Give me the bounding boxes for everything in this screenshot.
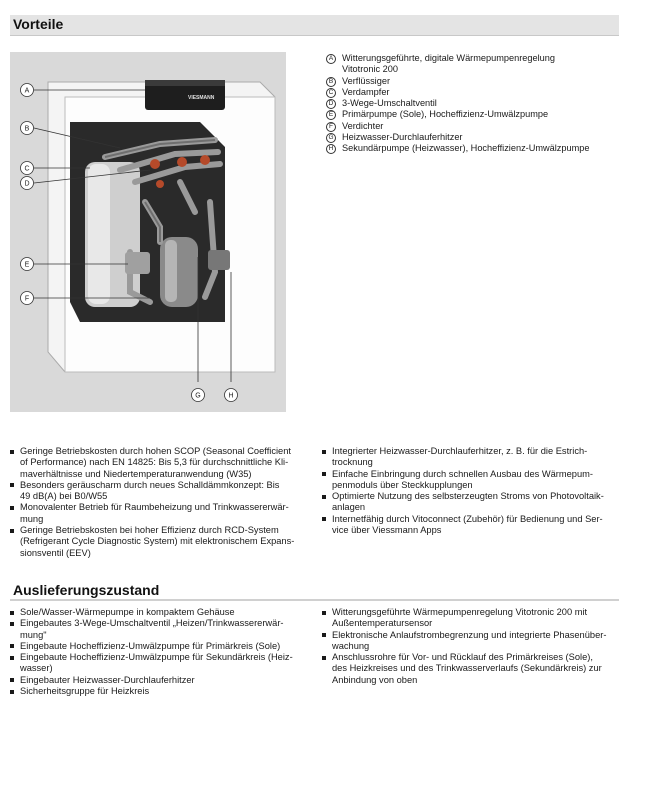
legend-text: Verdichter <box>342 120 384 131</box>
legend-text: Sekundärpumpe (Heizwasser), Hocheffizienz-Umwälzpumpe <box>342 143 590 154</box>
component-legend <box>326 53 626 155</box>
heat-pump-illustration <box>10 52 286 412</box>
bullet-line: mung" <box>20 629 47 640</box>
bullet-line: 49 dB(A) bei B0/W55 <box>20 491 108 502</box>
legend-item <box>326 132 626 143</box>
bullet-item <box>10 502 302 525</box>
bullet-line: trocknung <box>332 457 373 468</box>
legend-letter-badge: A <box>326 54 336 64</box>
bullet-item <box>322 446 622 469</box>
svg-text:D: D <box>24 180 30 188</box>
legend-text: 3-Wege-Umschaltventil <box>342 98 437 109</box>
section-header-advantages <box>10 15 619 36</box>
bullet-line: Außentemperatursensor <box>332 618 433 629</box>
svg-text:B: B <box>24 125 30 133</box>
bullet-item <box>322 469 622 492</box>
bullet-item <box>322 514 622 537</box>
svg-text:H: H <box>228 392 234 400</box>
bullet-item <box>322 652 622 686</box>
bullet-line: Integrierter Heizwasser-Durchlauferhitzer, z. B. für die Estrich- <box>332 446 588 456</box>
bullet-line: anlagen <box>332 502 366 513</box>
bullet-item <box>10 652 302 675</box>
delivery-list-left <box>10 607 302 697</box>
callout-e <box>21 258 34 271</box>
bullet-line: Besonders geräuscharm durch neues Schalldämmkonzept: Bis <box>20 479 280 490</box>
bullet-line: wasser) <box>20 663 53 674</box>
bullet-line: Geringe Betriebskosten bei hoher Effizienz durch RCD-System <box>20 525 279 536</box>
legend-item <box>326 87 626 98</box>
bullet-item <box>10 607 302 618</box>
section-header-delivery <box>10 581 619 601</box>
advantages-list-right <box>322 446 622 536</box>
bullet-line: Eingebautes 3-Wege-Umschaltventil „Heizen/Trinkwassererwär- <box>20 618 284 629</box>
bullet-line: Eingebauter Heizwasser-Durchlauferhitzer <box>20 674 195 685</box>
bullet-line: maverhältnisse und Niedertemperaturanwendung (W35) <box>20 468 252 479</box>
bullet-item <box>10 686 302 697</box>
bullet-item <box>10 618 302 641</box>
legend-letter-badge: D <box>326 99 336 109</box>
legend-text: Primärpumpe (Sole), Hocheffizienz-Umwälzpumpe <box>342 109 549 120</box>
callout-d <box>21 177 34 190</box>
bullet-item <box>322 491 622 514</box>
legend-letter-badge: E <box>326 110 336 120</box>
bullet-line: Sole/Wasser-Wärmepumpe in kompaktem Gehäuse <box>20 607 235 617</box>
legend-letter-badge: B <box>326 77 336 87</box>
legend-item <box>326 64 626 75</box>
bullet-item <box>322 607 622 630</box>
bullet-line: Internetfähig durch Vitoconnect (Zubehör) für Bedienung und Ser- <box>332 513 603 524</box>
svg-text:G: G <box>195 392 201 400</box>
legend-letter-badge: G <box>326 133 336 143</box>
bullet-line: (Refrigerant Cycle Diagnostic System) mit elektronischem Expans- <box>20 536 295 547</box>
bullet-line: mung <box>20 513 44 524</box>
svg-text:C: C <box>24 165 30 173</box>
legend-text: Witterungsgeführte, digitale Wärmepumpenregelung <box>342 53 555 63</box>
delivery-list-right <box>322 607 622 686</box>
callout-a <box>21 84 34 97</box>
bullet-line: Sicherheitsgruppe für Heizkreis <box>20 686 150 697</box>
section-title-advantages: Vorteile <box>13 16 64 32</box>
legend-item <box>326 76 626 87</box>
section-title-delivery: Auslieferungszustand <box>13 582 160 598</box>
bullet-line: des Heizkreises und des Trinkwasserverlaufs (Sekundärkreis) zur <box>332 663 602 674</box>
legend-item <box>326 53 626 64</box>
legend-text: Verdampfer <box>342 86 390 97</box>
legend-item <box>326 109 626 120</box>
callout-g <box>192 389 205 402</box>
svg-text:F: F <box>24 295 30 303</box>
legend-item <box>326 98 626 109</box>
bullet-line: Anbindung von oben <box>332 674 418 685</box>
advantages-list-left <box>10 446 302 559</box>
callout-c <box>21 162 34 175</box>
bullet-line: of Performance) nach EN 14825: Bis 5,3 für durchschnittliche Kli- <box>20 457 289 468</box>
bullet-line: wachung <box>332 640 370 651</box>
bullet-item <box>10 675 302 686</box>
legend-text: Vitotronic 200 <box>342 64 399 75</box>
callout-b <box>21 122 34 135</box>
bullet-line: Geringe Betriebskosten durch hohen SCOP (Seasonal Coefficient <box>20 446 291 456</box>
bullet-item <box>10 480 302 503</box>
bullet-line: Elektronische Anlaufstrombegrenzung und integrierte Phasenüber- <box>332 629 607 640</box>
bullet-line: vice über Viessmann Apps <box>332 525 442 536</box>
legend-letter-badge: C <box>326 88 336 98</box>
brand-label: VIESMANN <box>188 95 215 101</box>
legend-item <box>326 121 626 132</box>
bullet-item <box>10 525 302 559</box>
bullet-line: sionsventil (EEV) <box>20 547 91 558</box>
bullet-line: penmoduls über Steckkupplungen <box>332 479 473 490</box>
bullet-line: Optimierte Nutzung des selbsterzeugten Stroms von Photovoltaik- <box>332 491 604 502</box>
legend-text: Heizwasser-Durchlauferhitzer <box>342 132 463 143</box>
svg-text:A: A <box>24 87 30 95</box>
svg-text:E: E <box>24 261 30 269</box>
callout-h <box>225 389 238 402</box>
legend-letter-badge: H <box>326 144 336 154</box>
bullet-line: Witterungsgeführte Wärmepumpenregelung Vitotronic 200 mit <box>332 607 588 617</box>
bullet-line: Eingebaute Hocheffizienz-Umwälzpumpe für Primärkreis (Sole) <box>20 640 281 651</box>
bullet-line: Eingebaute Hocheffizienz-Umwälzpumpe für Sekundärkreis (Heiz- <box>20 652 293 663</box>
bullet-line: Einfache Einbringung durch schnellen Ausbau des Wärmepum- <box>332 468 593 479</box>
bullet-item <box>322 630 622 653</box>
legend-item <box>326 143 626 154</box>
legend-text: Verflüssiger <box>342 75 391 86</box>
legend-letter-badge: F <box>326 122 336 132</box>
callout-f <box>21 292 34 305</box>
bullet-item <box>10 446 302 480</box>
bullet-line: Monovalenter Betrieb für Raumbeheizung und Trinkwassererwär- <box>20 502 289 513</box>
bullet-line: Anschlussrohre für Vor- und Rücklauf des Primärkreises (Sole), <box>332 652 593 663</box>
bullet-item <box>10 641 302 652</box>
